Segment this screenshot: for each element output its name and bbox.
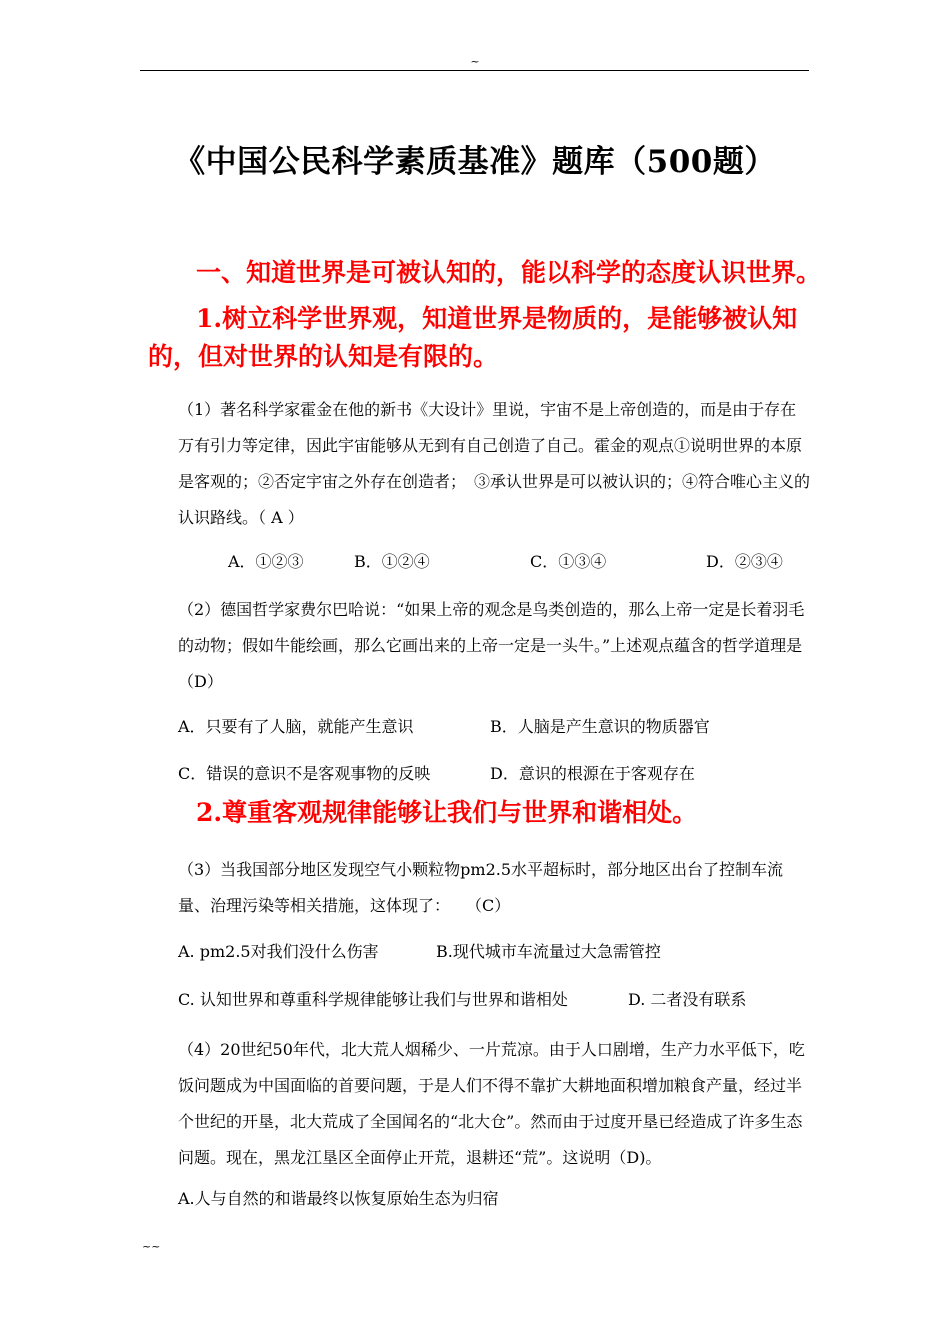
question-2-option-d: D．意识的根源在于客观存在 — [490, 764, 695, 783]
question-4-text: （4）20世纪50年代，北大荒人烟稀少、一片荒凉。由于人口剧增，生产力水平低下，吃饭问题成为中国面临的首要问题，于是人们不得不靠扩大耕地面积增加粮食产量，经过半个世纪的开垦，北大荒成了全国闻名的“北大仓”。然而由于过度开垦已经造成了许多生态问题。现在，黑龙江垦区全面停止开荒，退耕还“荒”。这说明（D)。 — [178, 1040, 805, 1167]
question-3-option-d: D. 二者没有联系 — [628, 990, 747, 1009]
question-1-option-b: B．①②④ — [354, 552, 430, 571]
question-3-option-b: B.现代城市车流量过大急需管控 — [436, 942, 661, 961]
question-1-option-c: C．①③④ — [530, 552, 607, 571]
question-3-text: （3）当我国部分地区发现空气小颗粒物pm2.5水平超标时，部分地区出台了控制车流量、治理污染等相关措施，这体现了： （C） — [178, 860, 784, 915]
question-1-option-a: A．①②③ — [228, 552, 304, 571]
question-3-option-c: C. 认知世界和尊重科学规律能够让我们与世界和谐相处 — [178, 990, 568, 1009]
question-4-option-a: A.人与自然的和谐最终以恢复原始生态为归宿 — [178, 1189, 499, 1208]
question-3-option-a: A. pm2.5对我们没什么伤害 — [178, 942, 379, 961]
page-title: 《中国公民科学素质基准》题库（500题） — [174, 144, 776, 180]
footer-mark: ~~ — [142, 1240, 161, 1253]
question-1-option-d: D．②③④ — [706, 552, 783, 571]
question-2-option-c: C．错误的意识不是客观事物的反映 — [178, 764, 431, 783]
subsection-heading-2: 2.尊重客观规律能够让我们与世界和谐相处。 — [196, 798, 698, 827]
question-2-option-a: A．只要有了人脑，就能产生意识 — [178, 717, 414, 736]
question-2-text: （2）德国哲学家费尔巴哈说：“如果上帝的观念是鸟类创造的，那么上帝一定是长着羽毛的动物；假如牛能绘画，那么它画出来的上帝一定是一头牛。”上述观点蕴含的哲学道理是（D） — [178, 600, 805, 691]
section-heading: 一、知道世界是可被认知的，能以科学的态度认识世界。 — [196, 258, 822, 287]
question-1-text: （1）著名科学家霍金在他的新书《大设计》里说，宇宙不是上帝创造的，而是由于存在万有引力等定律，因此宇宙能够从无到有自己创造了自己。霍金的观点①说明世界的本原是客观的；②否定宇宙之外存在创造者； ③承认世界是可以被认识的；④符合唯心主义的认识路线。（ A ） — [178, 400, 811, 527]
header-rule — [140, 70, 809, 71]
subsection-heading-1: 1.树立科学世界观，知道世界是物质的，是能够被认知的，但对世界的认知是有限的。 — [148, 304, 798, 371]
question-2-option-b: B．人脑是产生意识的物质器官 — [490, 717, 710, 736]
header-mark: ~ — [470, 55, 480, 68]
